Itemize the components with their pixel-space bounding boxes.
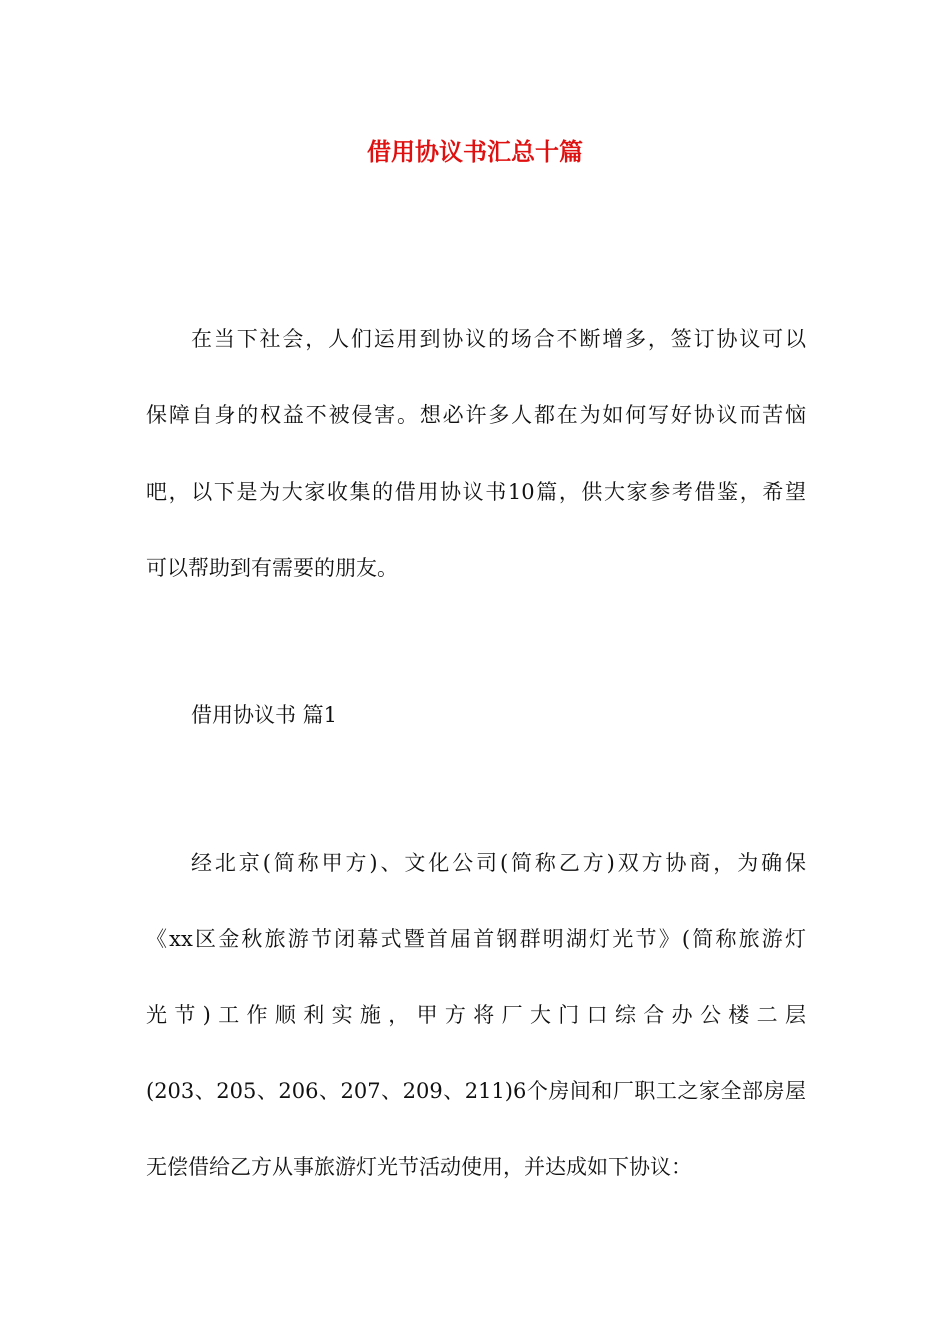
section-heading: 借用协议书 篇1	[191, 703, 338, 727]
intro-paragraph-line-3	[146, 478, 806, 507]
body-paragraph-line-2	[146, 925, 806, 954]
body-line: (203、205、206、207、209、211)6个房间和厂职工之家全部房屋	[146, 1079, 806, 1103]
intro-line: 在当下社会，人们运用到协议的场合不断增多，签订协议可以	[191, 327, 806, 351]
body-line: 光节)工作顺利实施，甲方将厂大门口综合办公楼二层	[146, 1003, 806, 1027]
document-title: 借用协议书汇总十篇	[367, 137, 583, 166]
intro-line: 保障自身的权益不被侵害。想必许多人都在为如何写好协议而苦恼	[146, 403, 806, 427]
body-line: 《xx区金秋旅游节闭幕式暨首届首钢群明湖灯光节》(简称旅游灯	[146, 927, 806, 951]
body-paragraph-line-4	[146, 1077, 806, 1106]
body-line: 无偿借给乙方从事旅游灯光节活动使用，并达成如下协议：	[146, 1155, 692, 1179]
intro-paragraph-line-4	[146, 554, 806, 583]
body-line: 经北京(简称甲方)、文化公司(简称乙方)双方协商，为确保	[191, 851, 806, 875]
intro-line: 吧，以下是为大家收集的借用协议书10篇，供大家参考借鉴，希望	[146, 480, 806, 504]
body-paragraph	[146, 849, 806, 878]
intro-line: 可以帮助到有需要的朋友。	[146, 556, 398, 580]
body-paragraph-line-5	[146, 1153, 806, 1182]
intro-paragraph	[146, 325, 806, 354]
body-paragraph-line-3	[146, 1001, 806, 1030]
intro-paragraph-line-2	[146, 401, 806, 430]
